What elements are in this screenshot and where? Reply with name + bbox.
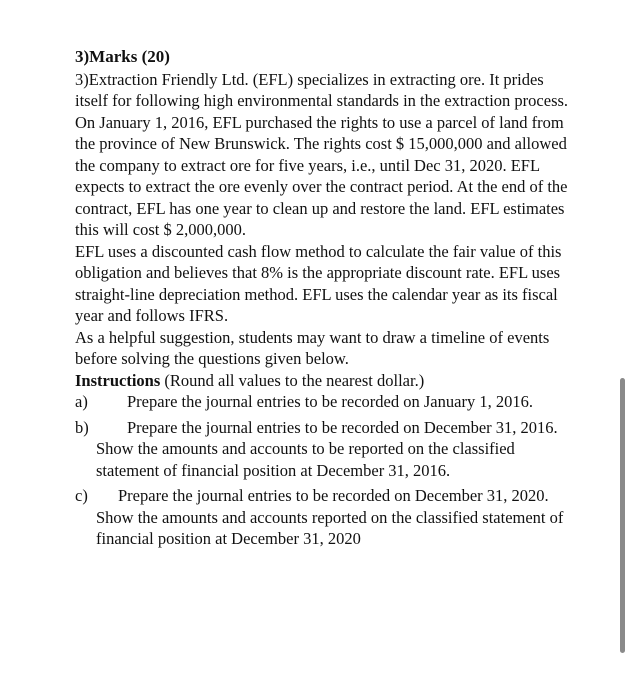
question-document	[75, 46, 575, 550]
instruction-item-c	[75, 485, 575, 550]
item-letter-b: b)	[75, 417, 89, 437]
item-text-a: Prepare the journal entries to be recorded on January 1, 2016.	[127, 392, 533, 411]
instructions-label: Instructions	[75, 370, 161, 390]
item-letter-a: a)	[75, 392, 88, 411]
instructions-note: (Round all values to the nearest dollar.)	[164, 370, 425, 390]
paragraph-scenario: 3)Extraction Friendly Ltd. (EFL) specializes in extracting ore. It prides itself for following high environmental standards in the extraction process. On January 1, 2016, EFL purchased the rights to use a parcel of land from the province of New Brunswick. The rights cost $ 15,000,000 and allowed the company to extract ore for five years, i.e., until Dec 31, 2020. EFL expects to extract the ore evenly over the contract period. At the end of the contract, EFL has one year to clean up and restore the land. EFL estimates this will cost $ 2,000,000.	[75, 69, 569, 239]
instructions-line	[75, 370, 575, 392]
paragraph-valuation: EFL uses a discounted cash flow method to calculate the fair value of this obligation and believes that 8% is the appropriate discount rate. EFL uses straight-line depreciation method. EFL uses the calendar year as its fiscal year and follows IFRS.	[75, 241, 562, 325]
item-text-b: Prepare the journal entries to be recorded on December 31, 2016. Show the amounts and accounts to be reported on the classified statement of financial position at December 31, 2016.	[96, 417, 558, 480]
item-text-c: Prepare the journal entries to be recorded on December 31, 2020. Show the amounts and accounts reported on the classified statement of financial position at December 31, 2020	[96, 486, 564, 548]
vertical-scrollbar[interactable]	[620, 378, 625, 653]
question-heading: 3)Marks (20)	[75, 47, 170, 66]
paragraph-suggestion: As a helpful suggestion, students may want to draw a timeline of events before solving the questions given below.	[75, 327, 550, 368]
instruction-item-a	[75, 391, 575, 413]
item-letter-c: c)	[75, 486, 88, 505]
instruction-item-b	[75, 417, 575, 482]
